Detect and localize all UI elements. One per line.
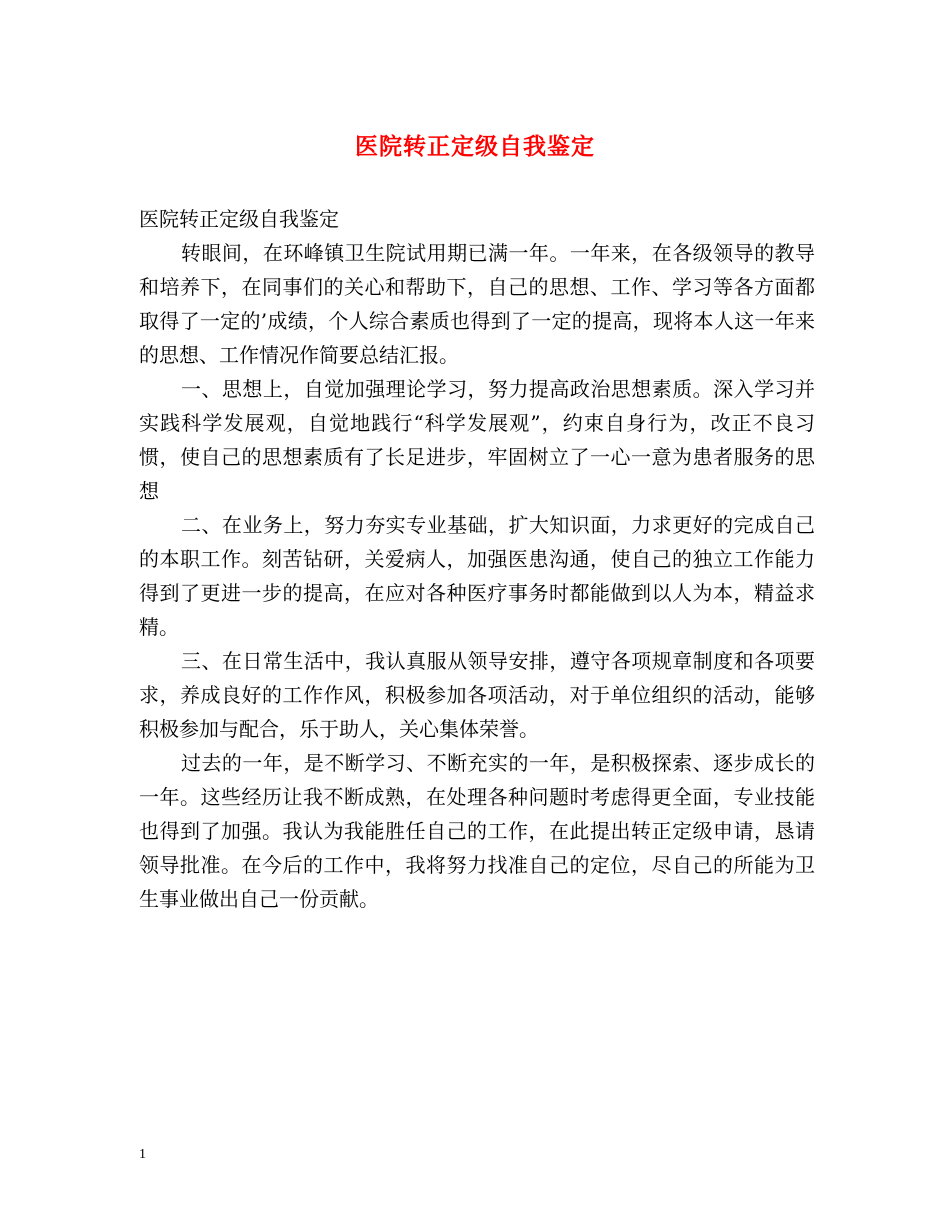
paragraph-intro: 转眼间，在环峰镇卫生院试用期已满一年。一年来，在各级领导的教导和培养下，在同事们的关心和帮助下，自己的思想、工作、学习等各方面都取得了一定的’成绩，个人综合素质也得到了一定的提高，现将本人这一年来的思想、工作情况作简要总结汇报。 — [139, 241, 815, 367]
paragraph-thought: 一、思想上，自觉加强理论学习，努力提高政治思想素质。深入学习并实践科学发展观，自觉地践行“科学发展观”，约束自身行为，改正不良习惯，使自己的思想素质有了长足进步，牢固树立了一心一意为患者服务的思想 — [139, 377, 815, 503]
paragraph-life: 三、在日常生活中，我认真服从领导安排，遵守各项规章制度和各项要求，养成良好的工作作风，积极参加各项活动，对于单位组织的活动，能够积极参加与配合，乐于助人，关心集体荣誉。 — [139, 649, 815, 741]
document-body — [139, 202, 815, 916]
document-title: 医院转正定级自我鉴定 — [355, 133, 595, 160]
document-subtitle: 医院转正定级自我鉴定 — [139, 207, 339, 231]
paragraph-work: 二、在业务上，努力夯实专业基础，扩大知识面，力求更好的完成自己的本职工作。刻苦钻研，关爱病人，加强医患沟通，使自己的独立工作能力得到了更进一步的提高，在应对各种医疗事务时都能做到以人为本，精益求精。 — [139, 513, 815, 639]
paragraph-conclusion: 过去的一年，是不断学习、不断充实的一年，是积极探索、逐步成长的一年。这些经历让我不断成熟，在处理各种问题时考虑得更全面，专业技能也得到了加强。我认为我能胜任自己的工作，在此提出转正定级申请，恳请领导批准。在今后的工作中，我将努力找准自己的定位，尽自己的所能为卫生事业做出自己一份贡献。 — [139, 751, 815, 911]
page-number: 1 — [139, 1147, 146, 1162]
